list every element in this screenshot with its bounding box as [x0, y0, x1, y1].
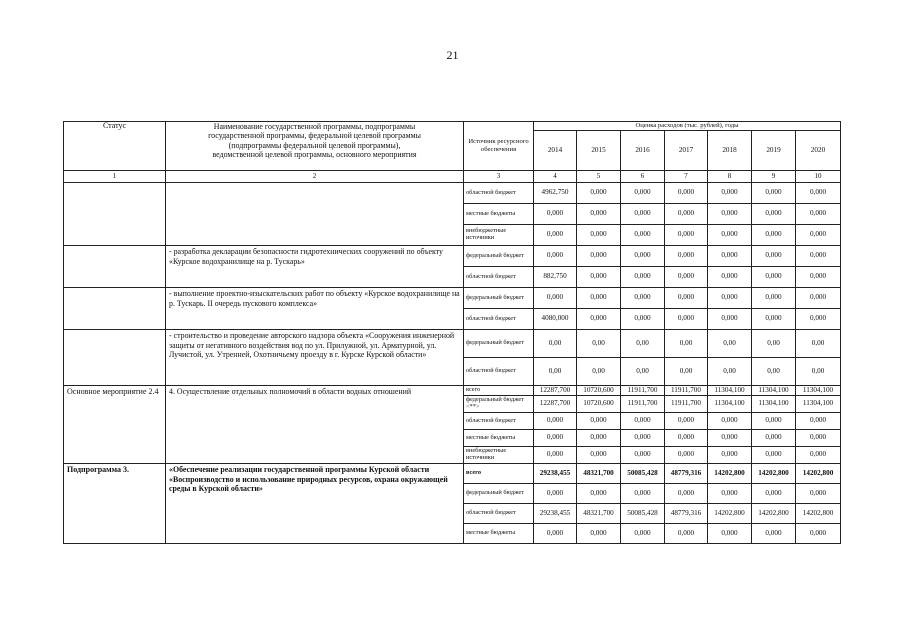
header-source: Источник ресурсного обеспечения — [464, 122, 534, 171]
value-cell: 11304,100 — [708, 386, 752, 396]
value-cell: 11304,100 — [752, 396, 796, 413]
value-cell: 0,000 — [752, 484, 796, 504]
value-cell: 0,000 — [708, 204, 752, 225]
status-cell: Основное мероприятие 2.4 — [64, 386, 166, 464]
table-row — [64, 464, 841, 484]
value-cell: 48321,700 — [577, 504, 621, 524]
value-cell: 0,000 — [621, 288, 665, 309]
value-cell: 0,00 — [534, 330, 577, 358]
value-cell: 14202,800 — [708, 504, 752, 524]
value-cell: 0,000 — [665, 183, 708, 204]
column-number: 8 — [708, 171, 752, 183]
value-cell: 48321,700 — [577, 464, 621, 484]
value-cell: 0,000 — [752, 225, 796, 246]
column-number: 10 — [796, 171, 841, 183]
value-cell: 0,000 — [665, 413, 708, 430]
value-cell: 0,000 — [577, 309, 621, 330]
value-cell: 0,000 — [796, 484, 841, 504]
header-name-line: (подпрограммы федеральной целевой программы), — [228, 140, 401, 150]
table-row — [64, 288, 841, 309]
value-cell: 0,000 — [708, 524, 752, 544]
value-cell: 0,000 — [665, 524, 708, 544]
funding-source-cell: местные бюджеты — [464, 430, 534, 447]
value-cell: 0,000 — [665, 246, 708, 267]
value-cell: 0,000 — [534, 204, 577, 225]
value-cell: 0,000 — [577, 288, 621, 309]
status-cell — [64, 246, 166, 288]
value-cell: 0,00 — [621, 330, 665, 358]
value-cell: 0,000 — [665, 309, 708, 330]
header-year: 2015 — [577, 131, 621, 171]
value-cell: 0,000 — [796, 524, 841, 544]
header-year: 2017 — [665, 131, 708, 171]
status-cell — [64, 330, 166, 386]
program-name-cell — [166, 183, 464, 246]
value-cell: 0,000 — [534, 246, 577, 267]
value-cell: 0,000 — [577, 183, 621, 204]
value-cell: 0,000 — [752, 246, 796, 267]
column-number: 5 — [577, 171, 621, 183]
funding-source-cell: областной бюджет — [464, 309, 534, 330]
value-cell: 11304,100 — [752, 386, 796, 396]
value-cell: 0,000 — [752, 413, 796, 430]
table-row — [64, 386, 841, 396]
funding-source-cell: федеральный бюджет — [464, 288, 534, 309]
value-cell: 0,000 — [752, 447, 796, 464]
value-cell: 0,000 — [796, 225, 841, 246]
value-cell: 0,00 — [708, 358, 752, 386]
value-cell: 0,000 — [665, 447, 708, 464]
value-cell: 0,000 — [534, 524, 577, 544]
funding-source-cell: областной бюджет — [464, 504, 534, 524]
funding-source-cell: областной бюджет — [464, 267, 534, 288]
header-status: Статус — [64, 122, 166, 171]
value-cell: 0,000 — [665, 204, 708, 225]
value-cell: 11911,700 — [621, 386, 665, 396]
value-cell: 0,000 — [621, 447, 665, 464]
program-name-cell: 4. Осуществление отдельных полномочий в области водных отношений — [166, 386, 464, 464]
value-cell: 0,000 — [796, 246, 841, 267]
value-cell: 0,000 — [708, 430, 752, 447]
table-row — [64, 246, 841, 267]
value-cell: 0,000 — [665, 225, 708, 246]
value-cell: 4080,000 — [534, 309, 577, 330]
value-cell: 0,000 — [577, 413, 621, 430]
header-year: 2018 — [708, 131, 752, 171]
table-header — [64, 122, 841, 183]
value-cell: 0,000 — [752, 204, 796, 225]
value-cell: 0,000 — [665, 484, 708, 504]
value-cell: 11911,700 — [665, 386, 708, 396]
value-cell: 0,000 — [708, 309, 752, 330]
column-number: 9 — [752, 171, 796, 183]
column-number: 6 — [621, 171, 665, 183]
value-cell: 12287,700 — [534, 396, 577, 413]
value-cell: 0,000 — [534, 225, 577, 246]
value-cell: 0,00 — [534, 358, 577, 386]
funding-source-cell: федеральный бюджет — [464, 246, 534, 267]
header-year: 2014 — [534, 131, 577, 171]
value-cell: 0,000 — [752, 524, 796, 544]
value-cell: 0,00 — [796, 330, 841, 358]
header-year: 2016 — [621, 131, 665, 171]
column-numbers-row — [64, 171, 841, 183]
value-cell: 0,000 — [577, 246, 621, 267]
value-cell: 29238,455 — [534, 504, 577, 524]
value-cell: 0,00 — [708, 330, 752, 358]
value-cell: 0,000 — [577, 484, 621, 504]
header-estimate: Оценка расходов (тыс. рублей), годы — [534, 122, 841, 131]
funding-source-cell: местные бюджеты — [464, 204, 534, 225]
funding-source-cell: местные бюджеты — [464, 524, 534, 544]
value-cell: 0,00 — [752, 330, 796, 358]
value-cell: 0,000 — [621, 183, 665, 204]
value-cell: 50085,428 — [621, 464, 665, 484]
value-cell: 0,000 — [534, 447, 577, 464]
column-number: 7 — [665, 171, 708, 183]
value-cell: 11911,700 — [621, 396, 665, 413]
header-year: 2019 — [752, 131, 796, 171]
status-cell — [64, 288, 166, 330]
table-body — [64, 183, 841, 544]
value-cell: 0,000 — [621, 225, 665, 246]
value-cell: 0,000 — [796, 288, 841, 309]
value-cell: 0,000 — [796, 430, 841, 447]
value-cell: 0,00 — [665, 330, 708, 358]
value-cell: 0,000 — [708, 267, 752, 288]
value-cell: 50085,428 — [621, 504, 665, 524]
value-cell: 0,00 — [665, 358, 708, 386]
program-name-cell: - строительство и проведение авторского надзора объекта «Сооружения инженерной защиты от негативного воздействия вод по ул. Прилужной, ул. Арматурной, ул. Лучистой, ул. Утренней, Охотничьему проезду в г. Курске Курской области» — [166, 330, 464, 386]
header-name — [166, 122, 464, 171]
value-cell: 12287,700 — [534, 386, 577, 396]
value-cell: 0,000 — [796, 309, 841, 330]
value-cell: 0,000 — [796, 413, 841, 430]
value-cell: 0,000 — [708, 225, 752, 246]
funding-source-cell: областной бюджет — [464, 183, 534, 204]
value-cell: 10720,600 — [577, 386, 621, 396]
value-cell: 0,000 — [621, 267, 665, 288]
header-name-line: государственной программы, федеральной целевой программы — [208, 131, 421, 141]
value-cell: 0,000 — [752, 288, 796, 309]
value-cell: 0,00 — [577, 330, 621, 358]
budget-table — [63, 121, 841, 544]
page-number: 21 — [446, 48, 459, 62]
funding-source-cell: областной бюджет — [464, 413, 534, 430]
value-cell: 0,000 — [577, 447, 621, 464]
value-cell: 0,000 — [577, 204, 621, 225]
funding-source-cell: федеральный бюджет <**> — [464, 396, 534, 413]
value-cell: 48779,316 — [665, 504, 708, 524]
funding-source-cell: всего — [464, 464, 534, 484]
value-cell: 0,000 — [752, 309, 796, 330]
value-cell: 0,00 — [577, 358, 621, 386]
value-cell: 0,00 — [752, 358, 796, 386]
value-cell: 0,000 — [665, 288, 708, 309]
program-name-cell: - выполнение проектно-изыскательских работ по объекту «Курское водохранилище на р. Тускарь. II очередь пускового комплекса» — [166, 288, 464, 330]
value-cell: 0,000 — [708, 183, 752, 204]
value-cell: 0,000 — [534, 413, 577, 430]
value-cell: 0,000 — [796, 183, 841, 204]
value-cell: 0,000 — [665, 267, 708, 288]
value-cell: 0,000 — [621, 246, 665, 267]
value-cell: 0,000 — [577, 430, 621, 447]
value-cell: 11911,700 — [665, 396, 708, 413]
value-cell: 0,000 — [796, 204, 841, 225]
value-cell: 0,000 — [534, 484, 577, 504]
value-cell: 0,000 — [752, 430, 796, 447]
column-number: 3 — [464, 171, 534, 183]
column-number: 2 — [166, 171, 464, 183]
value-cell: 14202,800 — [796, 504, 841, 524]
funding-source-cell: областной бюджет — [464, 358, 534, 386]
funding-source-cell: всего — [464, 386, 534, 396]
program-name-cell: «Обеспечение реализации государственной программы Курской области «Воспроизводство и использование природных ресурсов, охрана окружающей среды в Курской области» — [166, 464, 464, 544]
column-number: 1 — [64, 171, 166, 183]
header-name-line: Наименование государственной программы, подпрограммы — [213, 122, 416, 131]
value-cell: 0,000 — [577, 225, 621, 246]
header-year: 2020 — [796, 131, 841, 171]
funding-source-cell: федеральный бюджет — [464, 484, 534, 504]
value-cell: 0,000 — [577, 267, 621, 288]
status-cell — [64, 183, 166, 246]
funding-source-cell: внебюджетные источники — [464, 225, 534, 246]
value-cell: 0,000 — [534, 430, 577, 447]
status-cell: Подпрограмма 3. — [64, 464, 166, 544]
table-row — [64, 183, 841, 204]
value-cell: 0,000 — [752, 267, 796, 288]
value-cell: 0,000 — [708, 413, 752, 430]
value-cell: 11304,100 — [708, 396, 752, 413]
value-cell: 0,000 — [621, 430, 665, 447]
value-cell: 0,00 — [796, 358, 841, 386]
value-cell: 0,000 — [708, 484, 752, 504]
value-cell: 0,000 — [621, 309, 665, 330]
value-cell: 0,000 — [796, 267, 841, 288]
value-cell: 0,000 — [708, 447, 752, 464]
value-cell: 4962,750 — [534, 183, 577, 204]
value-cell: 0,000 — [796, 447, 841, 464]
value-cell: 0,000 — [621, 204, 665, 225]
value-cell: 0,000 — [708, 246, 752, 267]
column-number: 4 — [534, 171, 577, 183]
value-cell: 0,000 — [534, 288, 577, 309]
value-cell: 11304,100 — [796, 386, 841, 396]
value-cell: 0,000 — [621, 524, 665, 544]
funding-source-cell: внебюджетные источники — [464, 447, 534, 464]
value-cell: 14202,800 — [752, 504, 796, 524]
value-cell: 0,000 — [708, 288, 752, 309]
value-cell: 14202,800 — [708, 464, 752, 484]
header-name-line: ведомственной целевой программы, основного мероприятия — [212, 150, 417, 160]
value-cell: 882,750 — [534, 267, 577, 288]
value-cell: 48779,316 — [665, 464, 708, 484]
value-cell: 11304,100 — [796, 396, 841, 413]
funding-source-cell: федеральный бюджет — [464, 330, 534, 358]
value-cell: 0,000 — [621, 484, 665, 504]
value-cell: 0,000 — [665, 430, 708, 447]
value-cell: 0,00 — [621, 358, 665, 386]
value-cell: 0,000 — [577, 524, 621, 544]
value-cell: 0,000 — [752, 183, 796, 204]
value-cell: 10720,600 — [577, 396, 621, 413]
value-cell: 14202,800 — [796, 464, 841, 484]
program-name-cell: - разработка декларации безопасности гидротехнических сооружений по объекту «Курское водохранилище на р. Тускарь» — [166, 246, 464, 288]
value-cell: 0,000 — [621, 413, 665, 430]
value-cell: 29238,455 — [534, 464, 577, 484]
value-cell: 14202,800 — [752, 464, 796, 484]
table-row — [64, 330, 841, 358]
